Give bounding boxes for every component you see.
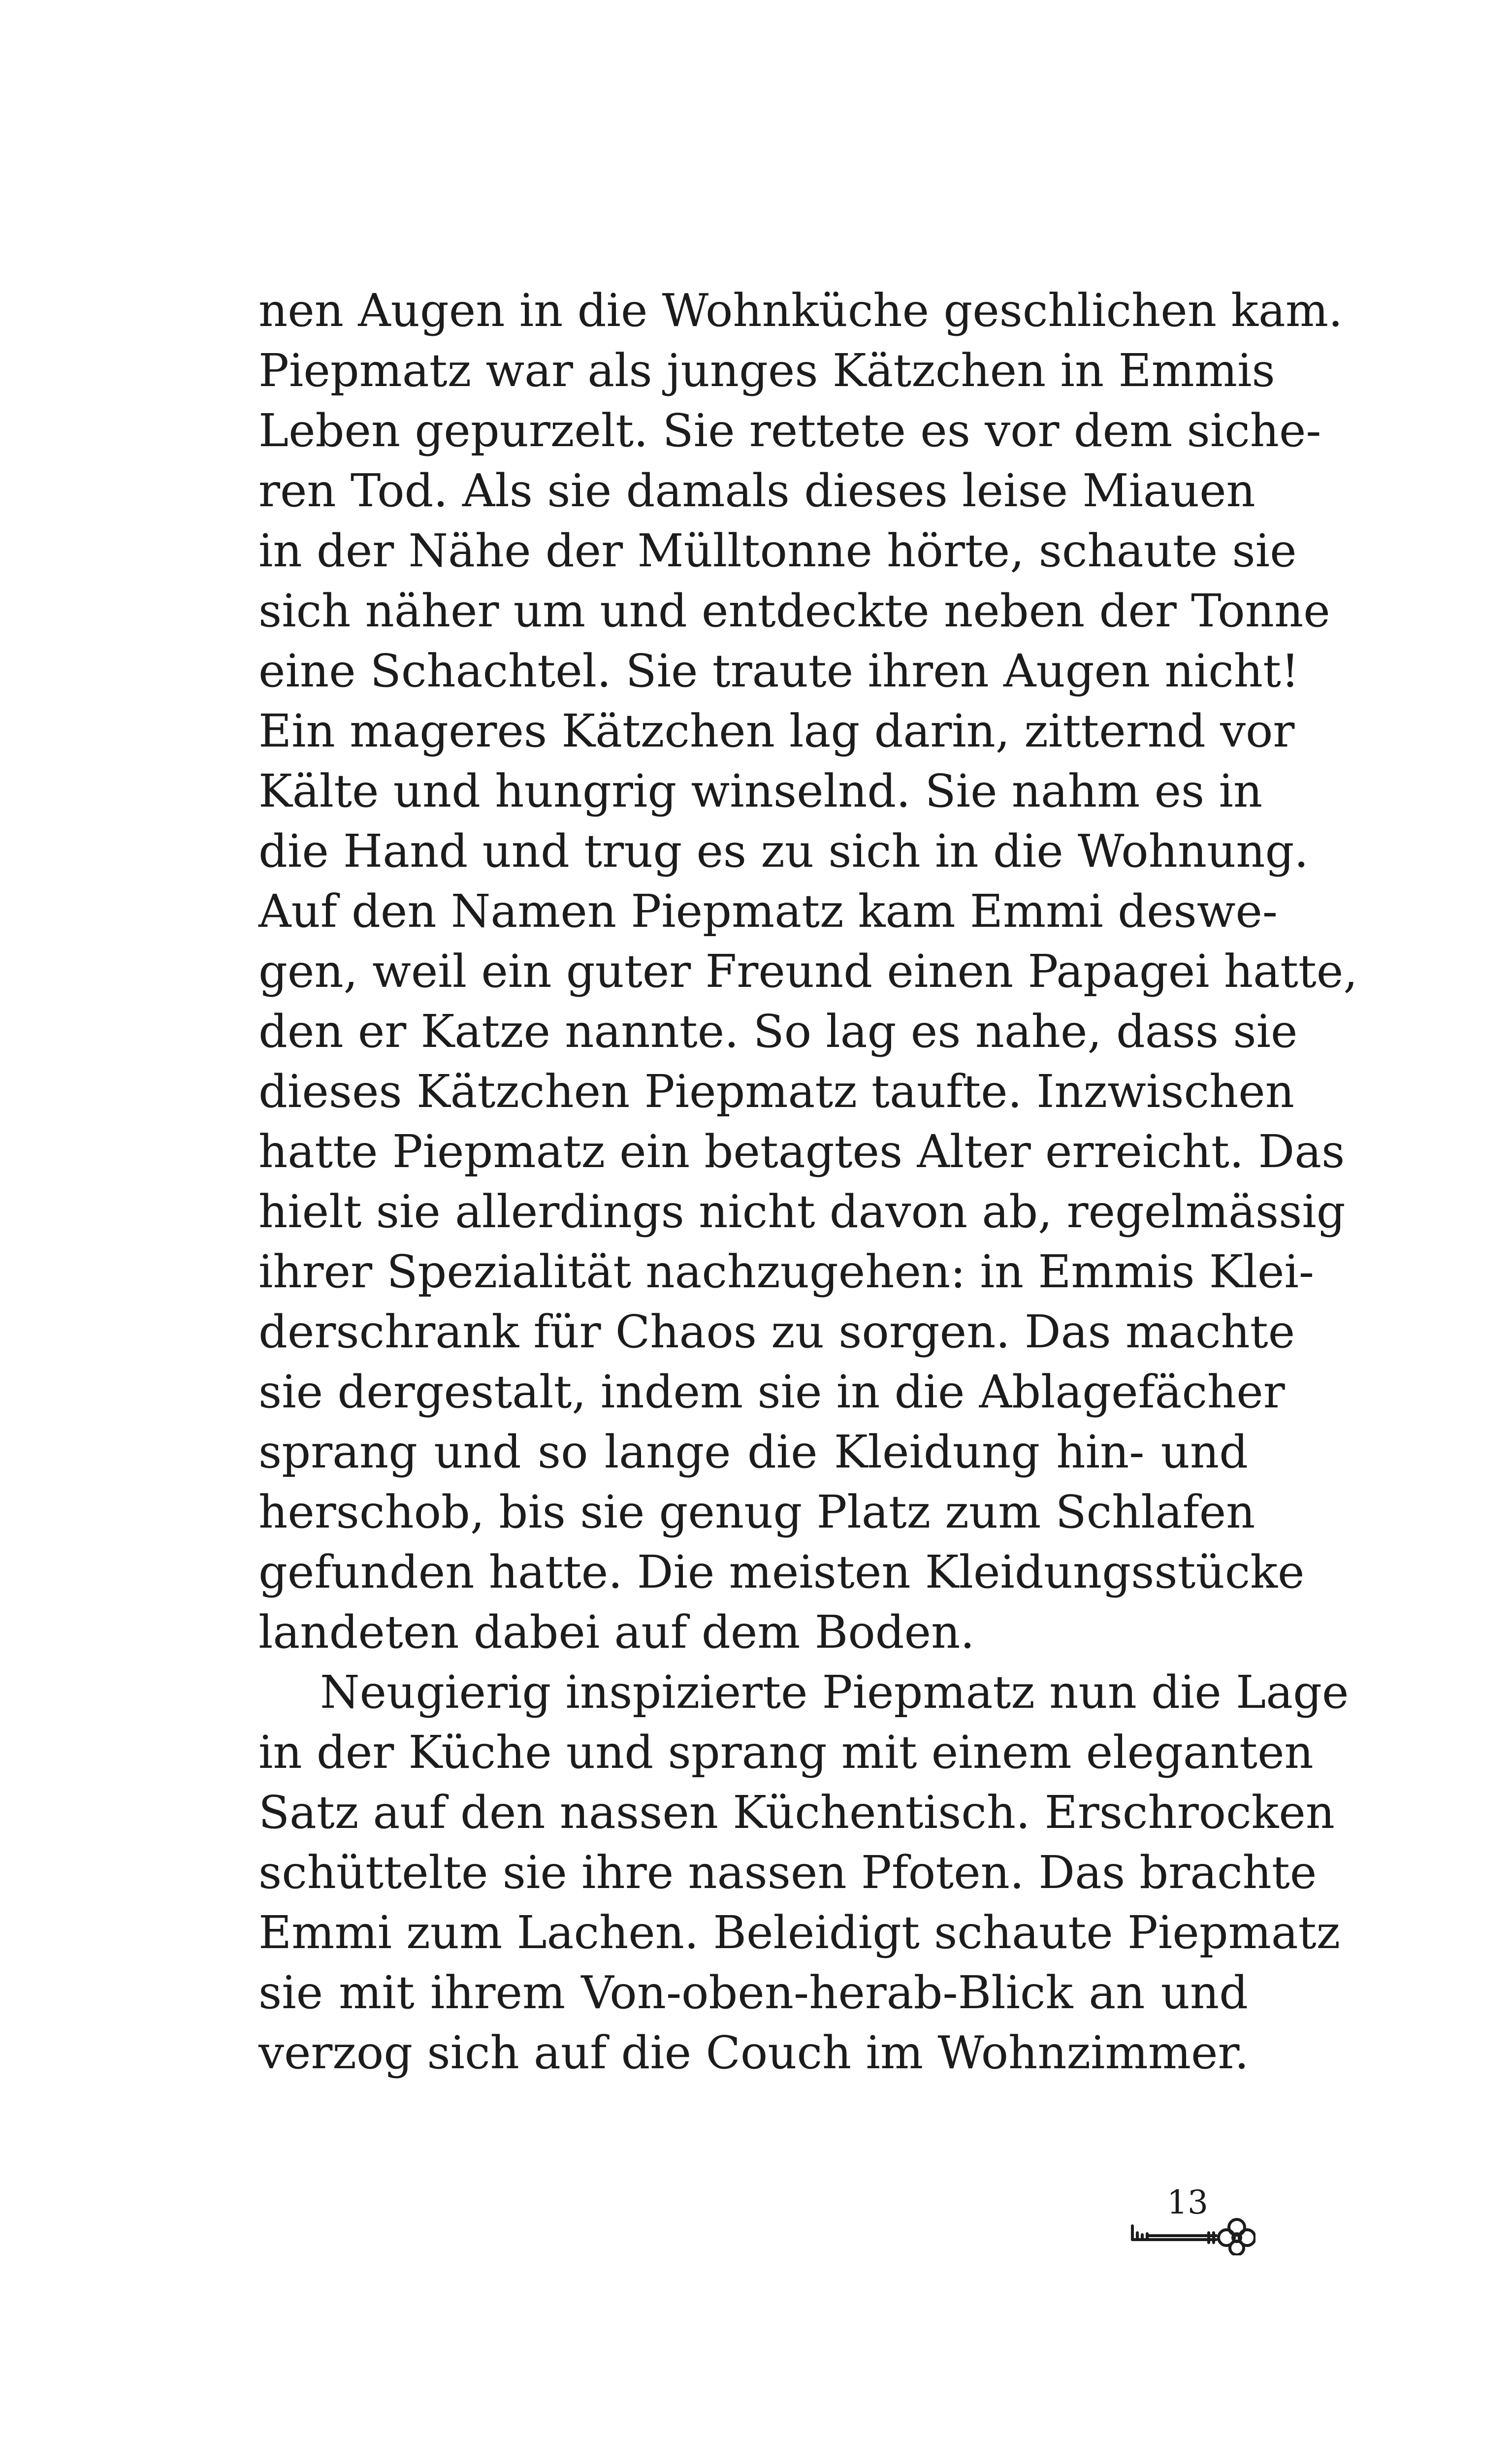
body-text bbox=[258, 281, 1358, 2083]
text-line: Piepmatz war als junges Kätzchen in Emmis bbox=[258, 344, 1275, 397]
text-line: Leben gepurzelt. Sie rettete es vor dem siche- bbox=[258, 404, 1321, 457]
text-line: eine Schachtel. Sie traute ihren Augen nicht! bbox=[258, 645, 1299, 697]
text-line: herschob, bis sie genug Platz zum Schlafen bbox=[258, 1486, 1255, 1538]
text-line: die Hand und trug es zu sich in die Wohnung. bbox=[258, 825, 1309, 878]
text-line: hatte Piepmatz ein betagtes Alter erreicht. Das bbox=[258, 1125, 1345, 1178]
text-line: Kälte und hungrig winselnd. Sie nahm es in bbox=[258, 765, 1263, 817]
text-line: den er Katze nannte. So lag es nahe, dass sie bbox=[258, 1005, 1298, 1058]
text-line: Satz auf den nassen Küchentisch. Erschrocken bbox=[258, 1786, 1335, 1839]
text-line: sprang und so lange die Kleidung hin- und bbox=[258, 1426, 1248, 1478]
text-line: sich näher um und entdeckte neben der Tonne bbox=[258, 585, 1330, 637]
page-number: 13 bbox=[1167, 2183, 1208, 2221]
text-line: in der Nähe der Mülltonne hörte, schaute sie bbox=[258, 524, 1297, 577]
text-line: Auf den Namen Piepmatz kam Emmi deswe- bbox=[258, 885, 1278, 938]
text-line: schüttelte sie ihre nassen Pfoten. Das brachte bbox=[258, 1846, 1317, 1899]
text-line: Emmi zum Lachen. Beleidigt schaute Piepmatz bbox=[258, 1906, 1341, 1959]
text-line: hielt sie allerdings nicht davon ab, regelmässig bbox=[258, 1185, 1346, 1238]
text-line: verzog sich auf die Couch im Wohnzimmer. bbox=[258, 2026, 1249, 2079]
text-line: ihrer Spezialität nachzugehen: in Emmis Klei- bbox=[258, 1245, 1314, 1298]
text-line: Neugierig inspizierte Piepmatz nun die Lage bbox=[320, 1666, 1349, 1719]
text-line: dieses Kätzchen Piepmatz taufte. Inzwischen bbox=[258, 1065, 1295, 1118]
text-line: Ein mageres Kätzchen lag darin, zitternd vor bbox=[258, 705, 1295, 757]
text-line: gen, weil ein guter Freund einen Papagei hatte, bbox=[258, 945, 1358, 998]
text-line: ren Tod. Als sie damals dieses leise Miauen bbox=[258, 464, 1255, 517]
key-icon bbox=[1127, 2211, 1255, 2255]
text-line: sie mit ihrem Von-oben-herab-Blick an und bbox=[258, 1966, 1248, 2019]
text-line: gefunden hatte. Die meisten Kleidungsstücke bbox=[258, 1546, 1305, 1598]
text-line: landeten dabei auf dem Boden. bbox=[258, 1606, 975, 1659]
text-line: nen Augen in die Wohnküche geschlichen kam. bbox=[258, 284, 1343, 337]
text-line: sie dergestalt, indem sie in die Ablagefächer bbox=[258, 1366, 1285, 1418]
text-line: derschrank für Chaos zu sorgen. Das machte bbox=[258, 1305, 1295, 1358]
text-line: in der Küche und sprang mit einem eleganten bbox=[258, 1726, 1314, 1779]
